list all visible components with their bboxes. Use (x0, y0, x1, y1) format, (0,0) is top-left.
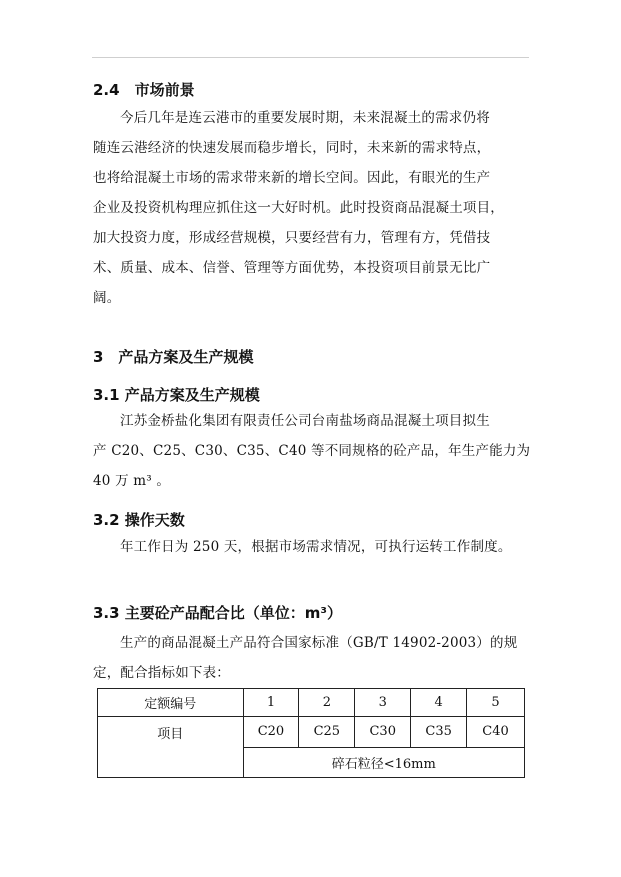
section-3-1-body (93, 406, 531, 496)
paragraph-line: 定，配合指标如下表： (93, 665, 230, 681)
table-cell: 5 (467, 689, 525, 717)
paragraph-line: 术、质量、成本、信誉、管理等方面优势，本投资项目前景无比广 (93, 260, 491, 276)
table-cell: C25 (299, 717, 355, 748)
paragraph-line: 随连云港经济的快速发展而稳步增长，同时，未来新的需求特点， (93, 140, 491, 156)
table-row (98, 717, 525, 748)
paragraph-line: 企业及投资机构理应抓住这一大好时机。此时投资商品混凝土项目， (93, 200, 504, 216)
section-2-4-heading: 2.4 市场前景 (93, 81, 195, 99)
paragraph-line: 阔。 (93, 290, 121, 306)
section-3-heading: 3 产品方案及生产规模 (93, 348, 254, 366)
table-cell: C35 (411, 717, 467, 748)
table-row (98, 689, 525, 717)
table-cell: C30 (355, 717, 411, 748)
item-label: 项目 (98, 717, 244, 778)
paragraph-line: 加大投资力度，形成经营规模，只要经营有力，管理有方，凭借技 (93, 230, 491, 246)
table-cell: 2 (299, 689, 355, 717)
table-cell: C40 (467, 717, 525, 748)
paragraph-line: 40 万 m³ 。 (93, 473, 171, 489)
header-rule (92, 57, 529, 58)
section-3-1-heading: 3.1 产品方案及生产规模 (93, 386, 260, 404)
table-cell: 1 (243, 689, 299, 717)
paragraph-line: 生产的商品混凝土产品符合国家标准（GB/T 14902-2003）的规 (120, 635, 518, 651)
section-3-3-body (93, 628, 525, 688)
paragraph-line: 产 C20、C25、C30、C35、C40 等不同规格的砼产品，年生产能力为 (93, 443, 531, 459)
quota-number-label: 定额编号 (98, 689, 244, 717)
paragraph-line: 年工作日为 250 天，根据市场需求情况，可执行运转工作制度。 (120, 539, 512, 555)
mix-ratio-table (97, 688, 525, 778)
paragraph-line: 也将给混凝土市场的需求带来新的增长空间。因此，有眼光的生产 (93, 170, 491, 186)
section-2-4-body (93, 103, 525, 313)
section-3-2-heading: 3.2 操作天数 (93, 511, 185, 529)
section-3-2-body (93, 532, 525, 562)
table-cell: 3 (355, 689, 411, 717)
paragraph-line: 江苏金桥盐化集团有限责任公司台南盐场商品混凝土项目拟生 (120, 413, 490, 429)
aggregate-size-note: 碎石粒径<16mm (243, 747, 524, 778)
section-3-3-heading: 3.3 主要砼产品配合比（单位：m³） (93, 604, 342, 622)
table-cell: C20 (243, 717, 299, 748)
table-cell: 4 (411, 689, 467, 717)
paragraph-line: 今后几年是连云港市的重要发展时期，未来混凝土的需求仍将 (120, 110, 490, 126)
